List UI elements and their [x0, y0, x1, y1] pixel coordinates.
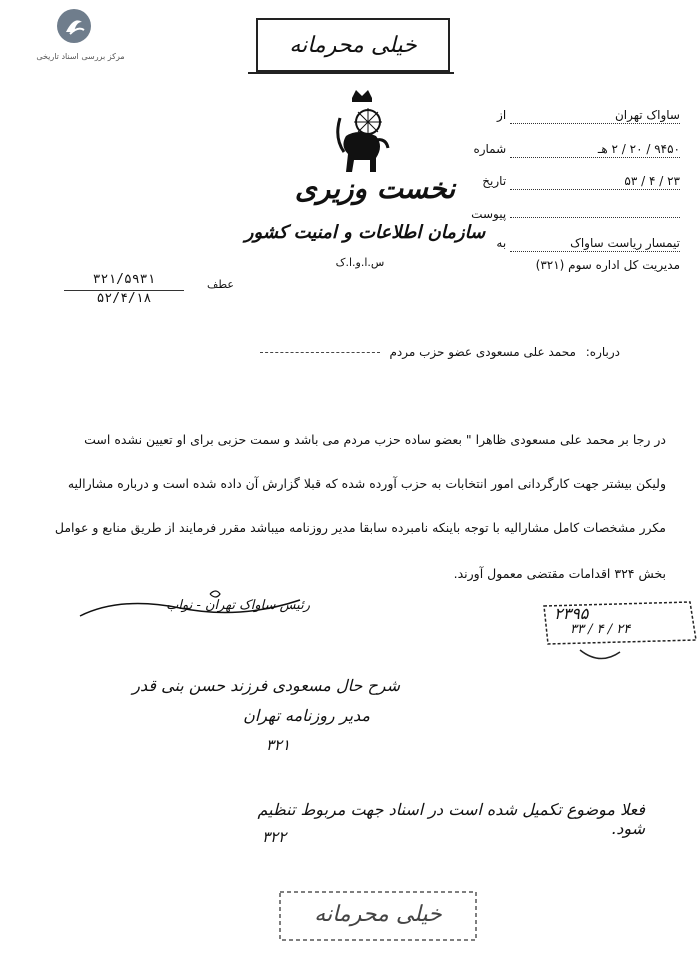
handwritten-bottom-note: فعلا موضوع تکمیل شده است در اسناد جهت مربوط تنظیم شود.: [257, 800, 645, 838]
org-code: س.ا.و.ا.ک: [335, 256, 385, 269]
signature: [60, 586, 310, 626]
reference-number: ۳۲۱/۵۹۳۱: [92, 272, 156, 287]
from-field: [450, 108, 680, 124]
received-stamp: [540, 600, 700, 670]
org-subtitle: سازمان اطلاعات و امنیت کشور: [244, 222, 486, 243]
attachment-value: [510, 202, 680, 218]
date-label: تاریخ: [482, 174, 507, 188]
date-value: ۲۳ / ۴ / ۵۳: [510, 174, 680, 190]
attachment-field: [450, 202, 680, 221]
stamp-underline: [248, 72, 454, 74]
archive-logo-icon: [56, 8, 92, 44]
received-stamp-number: ۲۳۹۵: [554, 604, 589, 623]
lion-and-sun-emblem-icon: [322, 88, 402, 180]
reference-block: [64, 272, 234, 312]
to-value: تیمسار ریاست ساواک: [510, 236, 680, 252]
archive-logo: [18, 8, 143, 68]
date-field: [450, 174, 680, 190]
classification-stamp: خیلی محرمانه: [256, 18, 450, 72]
handwritten-bottom-number: ۳۲۲: [262, 828, 287, 846]
body-line-2: ولیکن بیشتر جهت کارگردانی امور انتخابات به حزب آورده شده که قبلا گزارش آن داده شده است و درباره مشارالیه: [67, 476, 666, 491]
attachment-label: پیوست: [471, 207, 507, 221]
subject-line: [100, 345, 620, 359]
number-label: شماره: [473, 142, 507, 156]
handwritten-note-3: ۳۲۱: [265, 736, 290, 754]
from-value: ساواک تهران: [510, 108, 680, 124]
reference-label: عطف: [207, 278, 234, 291]
subject-dotted-rule: [260, 352, 380, 353]
to-label: به: [496, 236, 507, 250]
received-stamp-date: ۳۳ / ۴ / ۲۴: [570, 622, 631, 637]
number-field: [450, 142, 680, 158]
from-label: از: [497, 108, 507, 122]
classification-stamp-bottom: [278, 890, 478, 942]
classification-stamp-bottom-text: خیلی محرمانه: [314, 902, 442, 927]
org-title: نخست وزیری: [294, 172, 456, 205]
body-line-4: بخش ۳۲۴ اقدامات مقتضی معمول آورند.: [453, 566, 666, 581]
signature-text: رئیس ساواک تهران - نواب: [166, 598, 310, 613]
reference-date: ۵۲/۴/۱۸: [64, 290, 184, 306]
archive-caption: مرکز بررسی اسناد تاریخی: [36, 52, 125, 61]
body-line-3: مکرر مشخصات کامل مشارالیه با توجه باینکه نامبرده سابقا مدیر روزنامه میباشد مقرر فرمایند از طریق منابع و عوامل: [54, 520, 666, 535]
handwritten-note-1: شرح حال مسعودی فرزند حسن بنی قدر: [132, 676, 400, 695]
subject-value: محمد علی مسعودی عضو حزب مردم: [389, 345, 576, 359]
to-recipient-line: مدیریت کل اداره سوم (۳۲۱): [535, 258, 680, 272]
handwritten-note-2: مدیر روزنامه تهران: [243, 706, 370, 725]
number-value: ۹۴۵۰ / ۲۰ / ۲ هـ: [510, 142, 680, 158]
to-field: [450, 236, 680, 252]
subject-label: درباره:: [585, 345, 620, 359]
body-line-1: در رجا بر محمد علی مسعودی ظاهرا " بعضو ساده حزب مردم می باشد و سمت حزبی برای او تعیین نشده است: [84, 432, 666, 447]
